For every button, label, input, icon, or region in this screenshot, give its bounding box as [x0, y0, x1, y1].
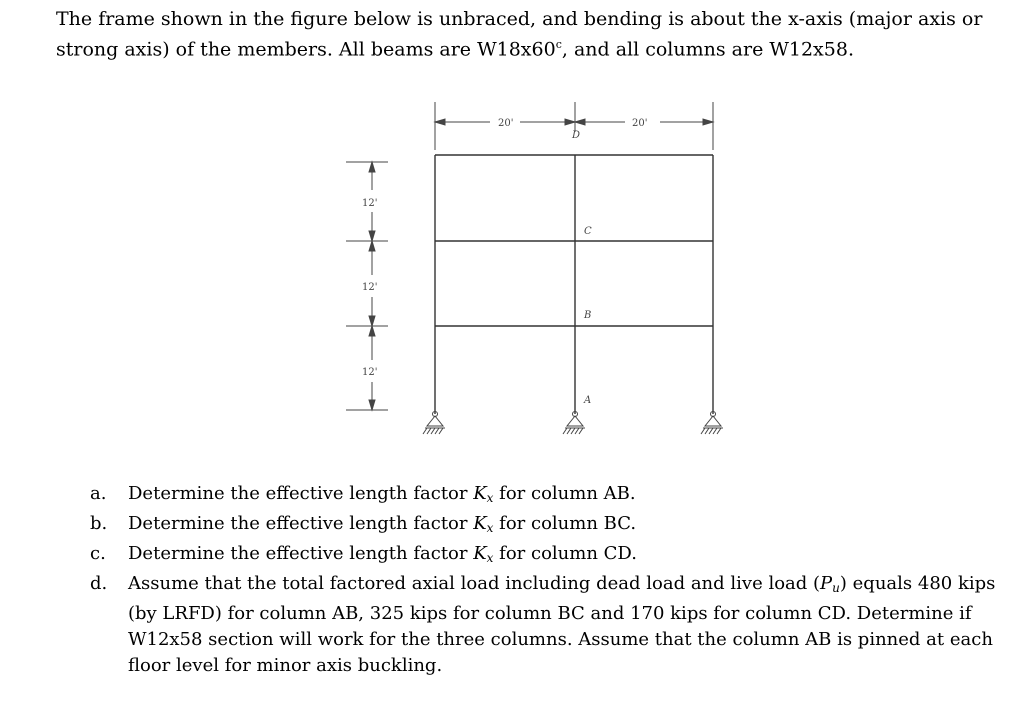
story-bottom-label: 12': [362, 367, 378, 378]
question-b: [90, 511, 1005, 541]
question-text-pre: Determine the effective length factor: [128, 513, 474, 534]
question-text-post: for column BC.: [493, 513, 637, 534]
k-symbol: K: [473, 513, 487, 534]
span-left-label: 20': [498, 118, 514, 129]
problem-statement: [56, 7, 1006, 62]
node-a-label: A: [584, 395, 592, 406]
node-d-label: D: [572, 130, 581, 141]
p-symbol: P: [820, 573, 833, 594]
span-right-label: 20': [632, 118, 648, 129]
node-b-label: B: [584, 310, 592, 321]
question-text-pre: Determine the effective length factor: [128, 543, 474, 564]
p-subscript: u: [832, 581, 840, 595]
story-middle-label: 12': [362, 282, 378, 293]
k-subscript: x: [486, 521, 494, 535]
question-list: [90, 481, 1005, 679]
question-a: [90, 481, 1005, 511]
question-letter: c.: [90, 543, 106, 564]
question-letter: b.: [90, 513, 108, 534]
node-c-label: C: [584, 226, 592, 237]
k-subscript: x: [486, 491, 494, 505]
k-subscript: x: [486, 551, 494, 565]
frame-figure: [330, 92, 750, 442]
intro-superscript: c: [555, 38, 562, 51]
k-symbol: K: [473, 543, 487, 564]
pin-support-left-icon: [423, 412, 445, 435]
question-d: [90, 571, 1005, 679]
pin-support-right-icon: [701, 412, 723, 435]
intro-part2: , and all columns are W12x58.: [561, 38, 854, 61]
question-text-pre: Assume that the total factored axial load including dead load and live load (: [128, 573, 821, 594]
frame-members: [435, 155, 713, 414]
question-text-post: for column CD.: [493, 543, 637, 564]
story-top-label: 12': [362, 198, 378, 209]
question-c: [90, 541, 1005, 571]
question-text-post: ) equals 480 kips (by LRFD) for column AB, 325 kips for column BC and 170 kips for column CD. Determine if W12x58 section will work for the three columns. Assume that the column AB is pinned at each floor level for minor axis buckling.: [128, 573, 996, 676]
span-dimensions: [435, 102, 713, 150]
frame-diagram: [330, 92, 750, 442]
question-text-post: for column AB.: [493, 483, 636, 504]
k-symbol: K: [473, 483, 487, 504]
question-text-pre: Determine the effective length factor: [128, 483, 474, 504]
intro-part1: The frame shown in the figure below is unbraced, and bending is about the x-axis (major axis or strong axis) of the members. All beams are W18x60: [56, 8, 983, 61]
question-letter: d.: [90, 573, 108, 594]
question-letter: a.: [90, 483, 107, 504]
pin-support-center-icon: [563, 412, 585, 435]
